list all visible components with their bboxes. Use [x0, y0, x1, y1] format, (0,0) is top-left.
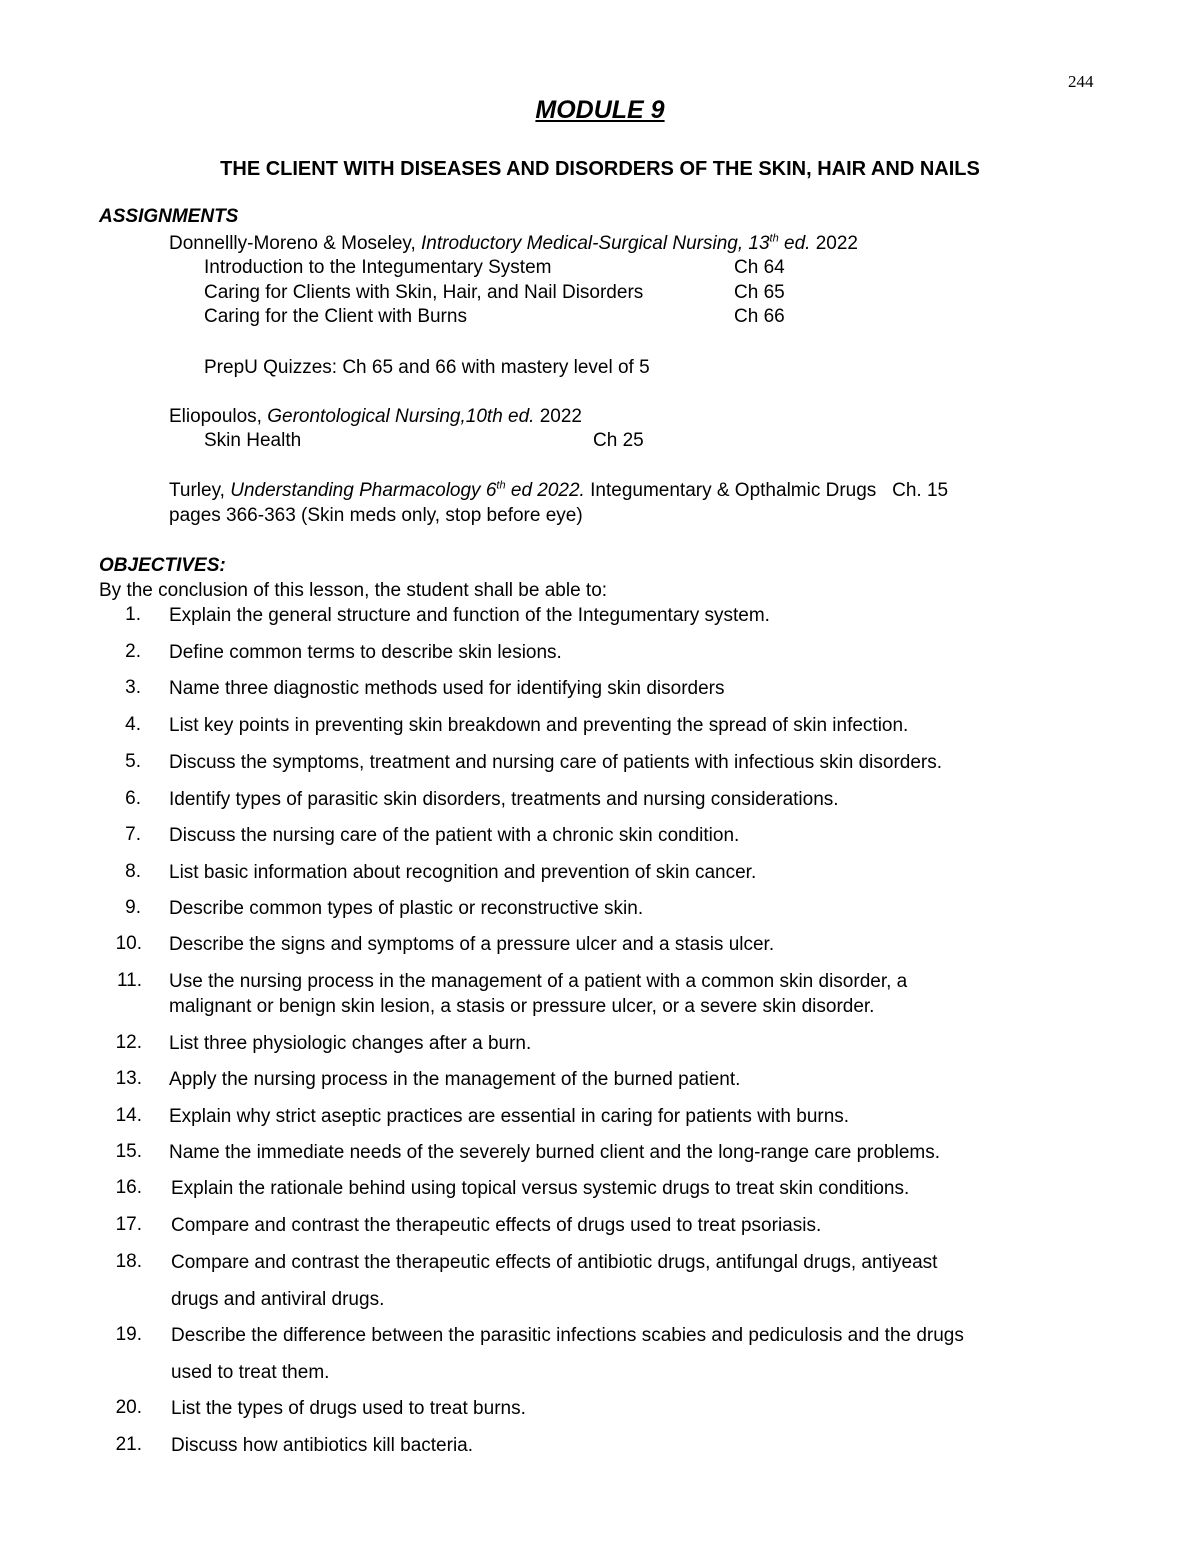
objective-number: 18.: [115, 1251, 142, 1272]
objective-text: Compare and contrast the therapeutic effects of drugs used to treat psoriasis.: [171, 1215, 822, 1236]
book1-citation: [169, 232, 858, 256]
objective-number: 21.: [115, 1434, 142, 1455]
objective-number: 7.: [125, 824, 141, 845]
objective-number: 16.: [115, 1177, 142, 1198]
objective-text: Explain the rationale behind using topical versus systemic drugs to treat skin conditions.: [171, 1178, 910, 1199]
chapter-number: Ch 65: [734, 282, 785, 303]
objective-number: 5.: [125, 751, 141, 772]
chapter-item: Skin Health: [204, 430, 302, 451]
book3-title: Understanding Pharmacology 6th ed 2022.: [230, 479, 585, 501]
module-title: MODULE 9: [535, 96, 665, 124]
page-number: 244: [1068, 72, 1094, 91]
book1-year: 2022: [810, 233, 858, 254]
objective-text: drugs and antiviral drugs.: [171, 1289, 385, 1310]
chapter-item: Caring for the Client with Burns: [204, 306, 467, 327]
book3-citation: [169, 479, 948, 503]
objective-number: 9.: [125, 897, 141, 918]
objective-number: 17.: [115, 1214, 142, 1235]
objective-number: 6.: [125, 788, 141, 809]
objective-text: Describe the signs and symptoms of a pressure ulcer and a stasis ulcer.: [169, 934, 775, 955]
objective-text: List three physiologic changes after a burn.: [169, 1033, 532, 1054]
objective-text: Explain why strict aseptic practices are essential in caring for patients with burns.: [169, 1106, 850, 1127]
prepu-quizzes: PrepU Quizzes: Ch 65 and 66 with mastery level of 5: [204, 357, 650, 378]
objective-text: Use the nursing process in the management of a patient with a common skin disorder, a: [169, 971, 908, 992]
objective-text: List key points in preventing skin breakdown and preventing the spread of skin infection.: [169, 715, 909, 736]
objective-text: used to treat them.: [171, 1362, 330, 1383]
objective-number: 15.: [115, 1141, 142, 1162]
chapter-item: Introduction to the Integumentary System: [204, 257, 552, 278]
objective-text: Discuss how antibiotics kill bacteria.: [171, 1435, 474, 1456]
objective-text: Describe the difference between the parasitic infections scabies and pediculosis and the drugs: [171, 1325, 964, 1346]
objective-text: Define common terms to describe skin lesions.: [169, 642, 562, 663]
chapter-item: Caring for Clients with Skin, Hair, and Nail Disorders: [204, 282, 644, 303]
book3-pages: pages 366-363 (Skin meds only, stop before eye): [169, 505, 583, 526]
book2-year: 2022: [534, 406, 582, 427]
book1-title: Introductory Medical-Surgical Nursing, 13th ed.: [421, 232, 811, 254]
chapter-number: Ch 64: [734, 257, 785, 278]
objective-number: 8.: [125, 861, 141, 882]
objective-text: Explain the general structure and function of the Integumentary system.: [169, 605, 770, 626]
objective-number: 10.: [115, 933, 142, 954]
objective-text: Name the immediate needs of the severely burned client and the long-range care problems.: [169, 1142, 940, 1163]
objective-text: Describe common types of plastic or reconstructive skin.: [169, 898, 644, 919]
objective-number: 12.: [115, 1032, 142, 1053]
document-heading: THE CLIENT WITH DISEASES AND DISORDERS OF THE SKIN, HAIR AND NAILS: [220, 158, 980, 180]
objective-number: 14.: [115, 1105, 142, 1126]
objective-number: 1.: [125, 604, 141, 625]
objective-number: 2.: [125, 641, 141, 662]
objective-text: malignant or benign skin lesion, a stasis or pressure ulcer, or a severe skin disorder.: [169, 996, 875, 1017]
book2-authors: Eliopoulos,: [169, 406, 262, 427]
objective-number: 3.: [125, 677, 141, 698]
book1-authors: Donnellly-Moreno & Moseley,: [169, 233, 416, 254]
objective-text: Identify types of parasitic skin disorders, treatments and nursing considerations.: [169, 789, 839, 810]
objective-number: 20.: [115, 1397, 142, 1418]
objective-number: 4.: [125, 714, 141, 735]
objective-number: 13.: [115, 1068, 142, 1089]
objectives-intro: By the conclusion of this lesson, the student shall be able to:: [99, 580, 608, 601]
objective-text: List basic information about recognition and prevention of skin cancer.: [169, 862, 757, 883]
objective-text: Name three diagnostic methods used for identifying skin disorders: [169, 678, 725, 699]
objective-number: 11.: [116, 970, 142, 991]
objective-text: Discuss the symptoms, treatment and nursing care of patients with infectious skin disorders.: [169, 752, 943, 773]
book2-citation: [169, 405, 582, 429]
book2-title: Gerontological Nursing,10th ed.: [267, 406, 535, 427]
objective-text: List the types of drugs used to treat burns.: [171, 1398, 526, 1419]
chapter-number: Ch 25: [593, 430, 644, 451]
objective-text: Discuss the nursing care of the patient with a chronic skin condition.: [169, 825, 740, 846]
objective-text: Compare and contrast the therapeutic effects of antibiotic drugs, antifungal drugs, antiyeast: [171, 1252, 938, 1273]
chapter-number: Ch 66: [734, 306, 785, 327]
book3-chapter: Integumentary & Opthalmic Drugs Ch. 15: [584, 480, 949, 501]
objective-text: Apply the nursing process in the management of the burned patient.: [169, 1069, 741, 1090]
objectives-title: OBJECTIVES:: [99, 555, 226, 576]
book3-authors: Turley,: [169, 480, 225, 501]
objective-number: 19.: [115, 1324, 142, 1345]
assignments-title: ASSIGNMENTS: [99, 206, 239, 227]
